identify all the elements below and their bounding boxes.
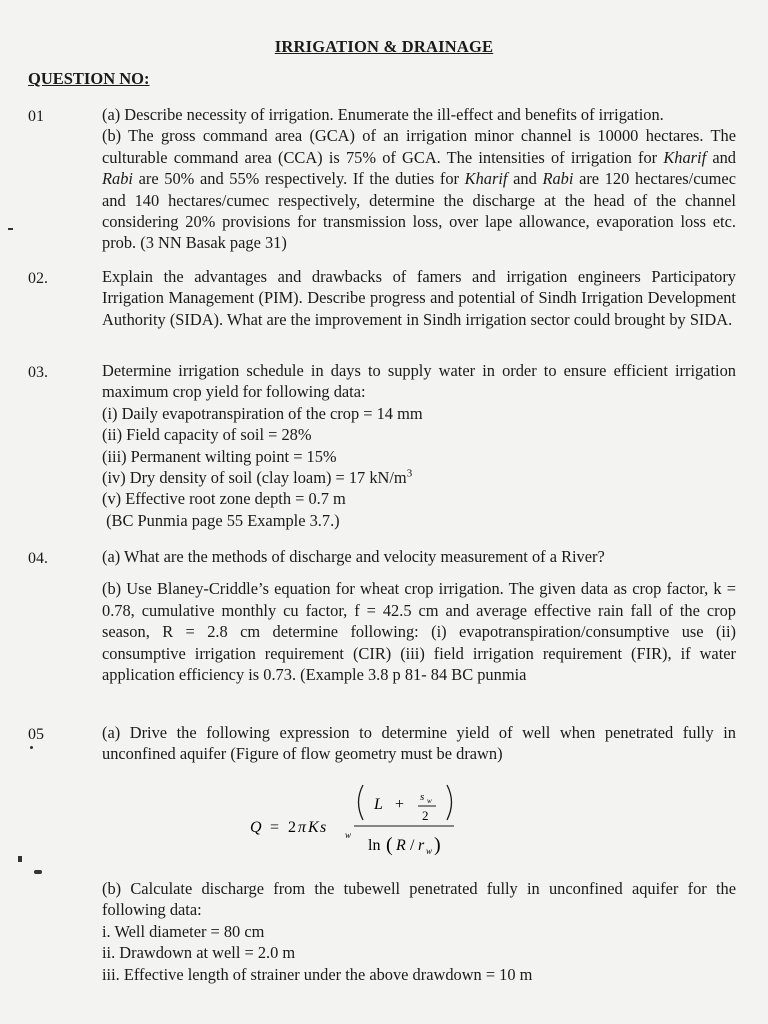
formula-coef: 2	[288, 819, 296, 836]
question-05-part-b-intro: (b) Calculate discharge from the tubewell penetrated fully in unconfined aquifer for the following data:	[102, 879, 736, 920]
question-02-body	[102, 266, 736, 330]
question-03-text: Determine irrigation schedule in days to supply water in order to ensure efficient irrigation maximum crop yield for following data:	[102, 361, 736, 402]
question-03-item-3: (iii) Permanent wilting point = 15%	[102, 446, 337, 466]
question-05-item-1: i. Well diameter = 80 cm	[102, 921, 265, 941]
question-number-04: 04.	[28, 550, 48, 567]
denominator-r-subscript: w	[426, 846, 433, 856]
question-05-part-a: (a) Drive the following expression to determine yield of well when penetrated fully in unconfined aquifer (Figure of flow geometry must be drawn)	[102, 723, 736, 764]
denominator-ln: ln	[368, 837, 381, 854]
denominator-left-paren: (	[386, 834, 393, 856]
question-number-02: 02.	[28, 270, 48, 287]
formula-s: s	[320, 819, 327, 836]
question-05-item-2: ii. Drawdown at well = 2.0 m	[102, 943, 296, 963]
well-yield-formula	[250, 780, 470, 860]
question-01-part-b: (b) The gross command area (GCA) of an irrigation minor channel is 10000 hectares. The culturable command area (CCA) is 75% of GCA. The intensities of irrigation for Kharif and Rabi are 50% and 55% respectively. If the duties for Kharif and Rabi are 120 hectares/cumec and 140 hectares/cumec respectively, determine the discharge at the head of the channel considering 20% provisions for transmission loss, over lape allowance, evaporation loss etc. prob. (3 NN Basak page 31)	[102, 126, 736, 253]
question-04-part-b: (b) Use Blaney-Criddle’s equation for wheat crop irrigation. The given data as crop factor, k = 0.78, cumulative monthly cu factor, f = 42.5 cm and average effective rain fall of the crop season, R = 2.8 cm determine following: (i) evapotranspiration/consumptive use (ii) consumptive irrigation requirement (CIR) (iii) field irrigation requirement (FIR), if water application efficiency is 0.73. (Example 3.8 p 81- 84 BC punmia	[102, 579, 736, 685]
question-04-part-a: (a) What are the methods of discharge and velocity measurement of a River?	[102, 547, 605, 566]
question-header: QUESTION NO:	[28, 69, 150, 88]
numerator-left-paren	[359, 785, 364, 820]
numerator-s-subscript: w	[427, 797, 432, 805]
question-03-body	[102, 360, 736, 531]
question-03-reference: (BC Punmia page 55 Example 3.7.)	[102, 510, 340, 530]
question-04-body	[102, 546, 736, 685]
question-05-part-b	[102, 878, 736, 985]
scan-mark	[8, 228, 13, 230]
denominator-r-small: r	[418, 837, 425, 854]
formula-pi: π	[298, 819, 307, 836]
question-03-item-4: (iv) Dry density of soil (clay loam) = 17 $kN/m^3$	[102, 467, 413, 488]
question-number-03: 03.	[28, 364, 48, 381]
formula-q: Q	[250, 819, 262, 836]
denominator-slash: /	[410, 837, 415, 854]
denominator-r-big: R	[396, 837, 406, 854]
scan-mark	[30, 746, 33, 749]
question-02-text: Explain the advantages and drawbacks of famers and irrigation engineers Participatory Irrigation Management (PIM). Describe progress and potential of Sindh Irrigation Development Authority (SIDA). What are the improvement in Sindh irrigation sector could brought by SIDA.	[102, 267, 736, 329]
question-number-01: 01	[28, 108, 44, 125]
question-01-body	[102, 104, 736, 254]
question-05-item-3: iii. Effective length of strainer under the above drawdown = 10 m	[102, 964, 533, 984]
question-03-item-1: (i) Daily evapotranspiration of the crop = 14 mm	[102, 403, 423, 423]
numerator-right-paren	[447, 785, 452, 820]
numerator-s: s	[420, 791, 425, 803]
numerator-plus: +	[395, 796, 405, 813]
page-title: IRRIGATION & DRAINAGE	[274, 37, 494, 56]
question-05-body	[102, 722, 736, 765]
formula-k: K	[308, 819, 319, 836]
question-01-part-a: (a) Describe necessity of irrigation. Enumerate the ill-effect and benefits of irrigation.	[102, 105, 664, 124]
question-03-item-2: (ii) Field capacity of soil = 28%	[102, 425, 312, 445]
formula-equals: =	[270, 819, 280, 836]
numerator-l: L	[374, 796, 383, 813]
question-03-item-5: (v) Effective root zone depth = 0.7 m	[102, 489, 346, 509]
formula-s-subscript: w	[345, 830, 352, 840]
denominator-right-paren: )	[434, 834, 441, 856]
scan-mark	[34, 870, 42, 874]
question-number-05: 05	[28, 726, 44, 743]
scan-mark	[18, 856, 22, 862]
numerator-two: 2	[422, 808, 429, 823]
